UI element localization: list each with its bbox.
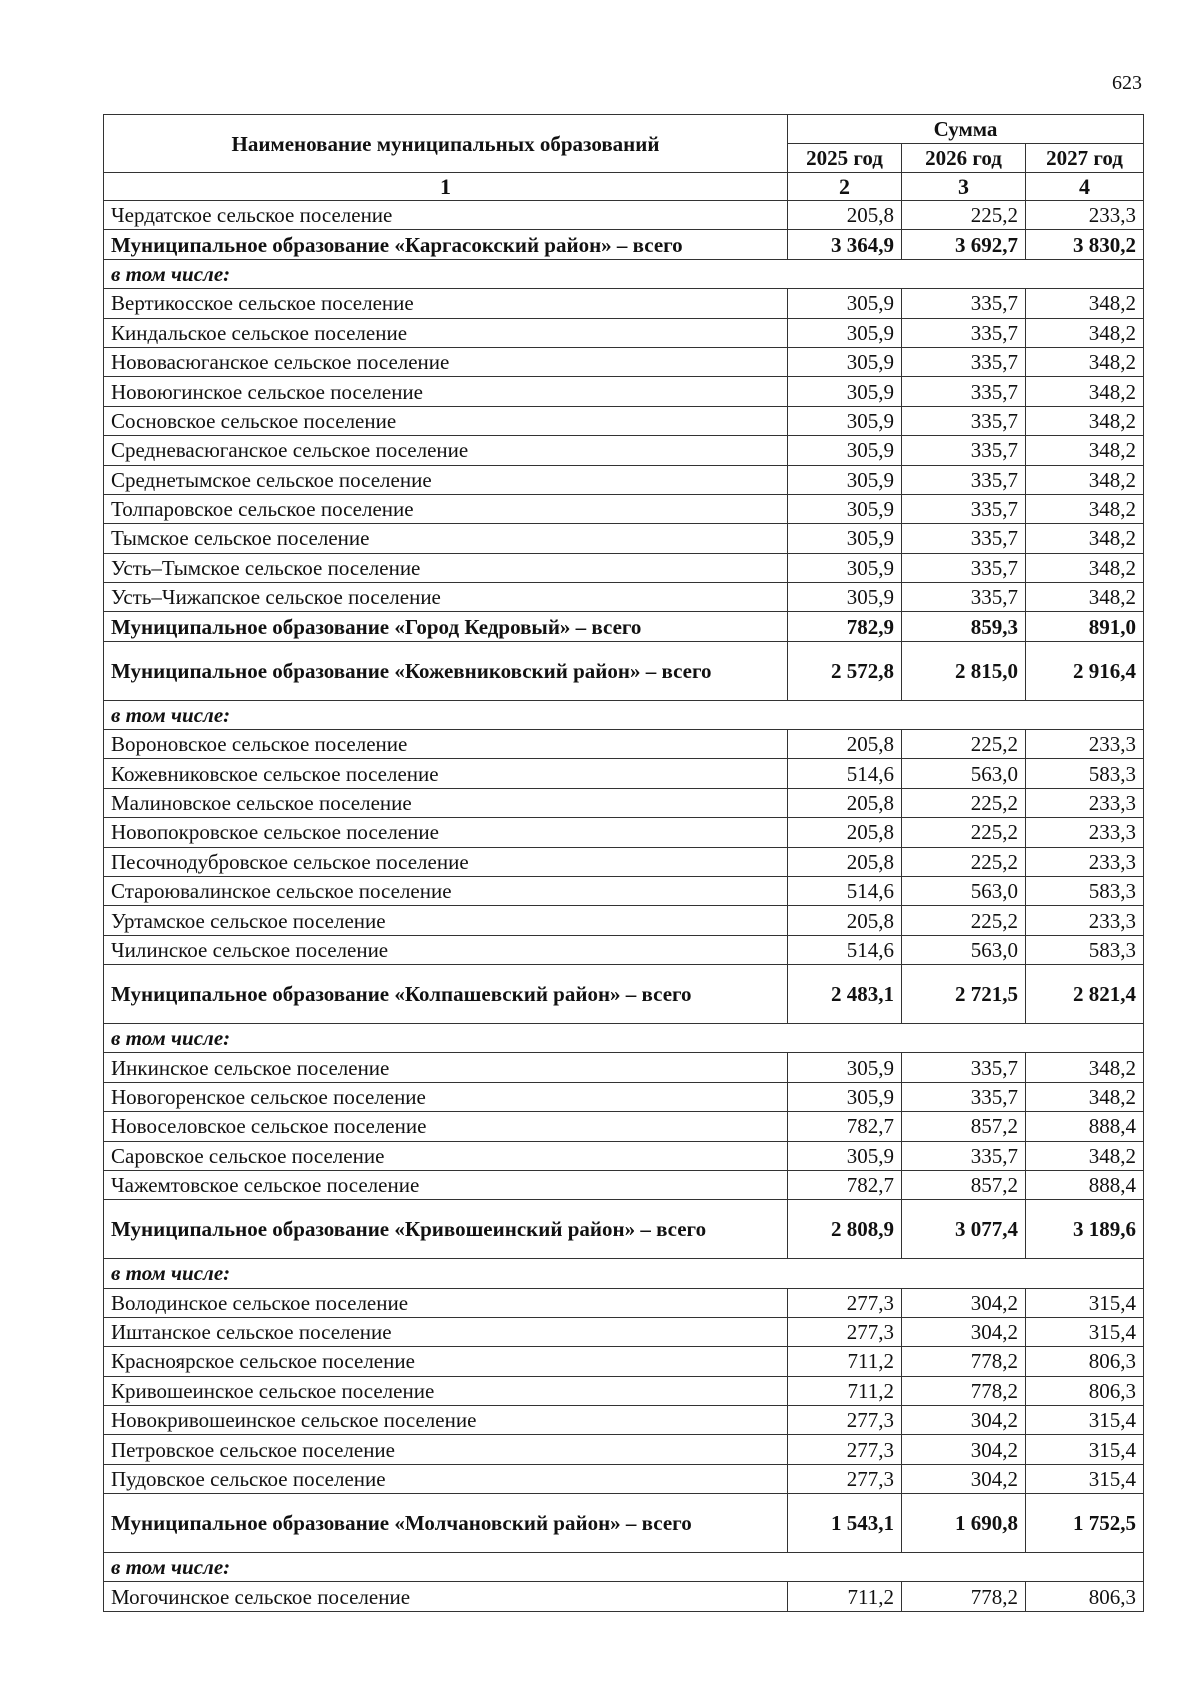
municipality-name: Усть–Чижапское сельское поселение bbox=[104, 583, 788, 612]
table-row bbox=[104, 465, 1144, 494]
municipality-name: Новоюгинское сельское поселение bbox=[104, 377, 788, 406]
amount-2025: 305,9 bbox=[788, 436, 902, 465]
amount-2026: 304,2 bbox=[902, 1435, 1026, 1464]
amount-2026: 335,7 bbox=[902, 289, 1026, 318]
amount-2025: 514,6 bbox=[788, 877, 902, 906]
amount-2027: 315,4 bbox=[1026, 1435, 1144, 1464]
amount-2026: 563,0 bbox=[902, 877, 1026, 906]
amount-2026: 335,7 bbox=[902, 553, 1026, 582]
municipality-name: Тымское сельское поселение bbox=[104, 524, 788, 553]
municipality-name: Новопокровское сельское поселение bbox=[104, 818, 788, 847]
column-number: 4 bbox=[1026, 173, 1144, 201]
amount-2026: 335,7 bbox=[902, 1082, 1026, 1111]
subheading-label: в том числе: bbox=[104, 1259, 1144, 1288]
amount-2025: 2 808,9 bbox=[788, 1200, 902, 1259]
amount-2026: 857,2 bbox=[902, 1170, 1026, 1199]
municipality-name: Толпаровское сельское поселение bbox=[104, 494, 788, 523]
table-row bbox=[104, 1288, 1144, 1317]
amount-2025: 205,8 bbox=[788, 818, 902, 847]
amount-2026: 335,7 bbox=[902, 1141, 1026, 1170]
amount-2025: 277,3 bbox=[788, 1435, 902, 1464]
municipality-name: Чердатское сельское поселение bbox=[104, 201, 788, 230]
amount-2026: 1 690,8 bbox=[902, 1494, 1026, 1553]
amount-2027: 348,2 bbox=[1026, 1141, 1144, 1170]
municipality-name: Муниципальное образование «Колпашевский район» – всего bbox=[104, 965, 788, 1024]
column-number: 2 bbox=[788, 173, 902, 201]
amount-2025: 711,2 bbox=[788, 1376, 902, 1405]
amount-2025: 205,8 bbox=[788, 201, 902, 230]
amount-2027: 348,2 bbox=[1026, 524, 1144, 553]
municipality-name: Инкинское сельское поселение bbox=[104, 1053, 788, 1082]
amount-2027: 888,4 bbox=[1026, 1112, 1144, 1141]
amount-2027: 806,3 bbox=[1026, 1347, 1144, 1376]
amount-2026: 225,2 bbox=[902, 818, 1026, 847]
total-row bbox=[104, 641, 1144, 700]
amount-2026: 304,2 bbox=[902, 1464, 1026, 1493]
municipality-name: Муниципальное образование «Каргасокский район» – всего bbox=[104, 230, 788, 259]
table-row bbox=[104, 1406, 1144, 1435]
amount-2027: 233,3 bbox=[1026, 788, 1144, 817]
amount-2025: 2 483,1 bbox=[788, 965, 902, 1024]
amount-2026: 225,2 bbox=[902, 847, 1026, 876]
amount-2025: 305,9 bbox=[788, 1053, 902, 1082]
municipality-name: Муниципальное образование «Кожевниковский район» – всего bbox=[104, 641, 788, 700]
amount-2026: 778,2 bbox=[902, 1347, 1026, 1376]
amount-2027: 2 916,4 bbox=[1026, 641, 1144, 700]
amount-2026: 225,2 bbox=[902, 201, 1026, 230]
table-row bbox=[104, 788, 1144, 817]
amount-2025: 305,9 bbox=[788, 465, 902, 494]
table-row bbox=[104, 347, 1144, 376]
municipality-name: Средневасюганское сельское поселение bbox=[104, 436, 788, 465]
municipality-name: Саровское сельское поселение bbox=[104, 1141, 788, 1170]
municipal-budget-table bbox=[103, 114, 1144, 1612]
amount-2027: 233,3 bbox=[1026, 730, 1144, 759]
amount-2026: 335,7 bbox=[902, 1053, 1026, 1082]
subheading-row bbox=[104, 1553, 1144, 1582]
amount-2025: 277,3 bbox=[788, 1288, 902, 1317]
amount-2027: 348,2 bbox=[1026, 583, 1144, 612]
column-header-2027: 2027 год bbox=[1026, 144, 1144, 173]
table-row bbox=[104, 1170, 1144, 1199]
amount-2025: 782,7 bbox=[788, 1170, 902, 1199]
municipality-name: Сосновское сельское поселение bbox=[104, 406, 788, 435]
amount-2025: 305,9 bbox=[788, 318, 902, 347]
municipality-name: Вороновское сельское поселение bbox=[104, 730, 788, 759]
amount-2027: 2 821,4 bbox=[1026, 965, 1144, 1024]
column-number-row bbox=[104, 173, 1144, 201]
amount-2026: 335,7 bbox=[902, 347, 1026, 376]
table-row bbox=[104, 759, 1144, 788]
amount-2025: 277,3 bbox=[788, 1406, 902, 1435]
table-row bbox=[104, 730, 1144, 759]
amount-2027: 315,4 bbox=[1026, 1464, 1144, 1493]
amount-2025: 277,3 bbox=[788, 1317, 902, 1346]
table-row bbox=[104, 935, 1144, 964]
amount-2026: 335,7 bbox=[902, 583, 1026, 612]
table-row bbox=[104, 1376, 1144, 1405]
amount-2027: 888,4 bbox=[1026, 1170, 1144, 1199]
municipality-name: Муниципальное образование «Молчановский район» – всего bbox=[104, 1494, 788, 1553]
amount-2026: 2 721,5 bbox=[902, 965, 1026, 1024]
total-row bbox=[104, 612, 1144, 641]
municipality-name: Муниципальное образование «Город Кедровый» – всего bbox=[104, 612, 788, 641]
amount-2025: 205,8 bbox=[788, 847, 902, 876]
subheading-row bbox=[104, 1259, 1144, 1288]
amount-2025: 205,8 bbox=[788, 906, 902, 935]
municipality-name: Могочинское сельское поселение bbox=[104, 1582, 788, 1611]
amount-2025: 205,8 bbox=[788, 730, 902, 759]
municipality-name: Нововасюганское сельское поселение bbox=[104, 347, 788, 376]
table-row bbox=[104, 1317, 1144, 1346]
amount-2026: 3 692,7 bbox=[902, 230, 1026, 259]
subheading-row bbox=[104, 1023, 1144, 1052]
amount-2026: 2 815,0 bbox=[902, 641, 1026, 700]
table-row bbox=[104, 1582, 1144, 1611]
municipality-name: Среднетымское сельское поселение bbox=[104, 465, 788, 494]
amount-2027: 806,3 bbox=[1026, 1582, 1144, 1611]
amount-2026: 335,7 bbox=[902, 318, 1026, 347]
amount-2027: 806,3 bbox=[1026, 1376, 1144, 1405]
amount-2025: 514,6 bbox=[788, 935, 902, 964]
amount-2025: 2 572,8 bbox=[788, 641, 902, 700]
total-row bbox=[104, 1494, 1144, 1553]
amount-2026: 563,0 bbox=[902, 935, 1026, 964]
amount-2027: 348,2 bbox=[1026, 347, 1144, 376]
amount-2027: 1 752,5 bbox=[1026, 1494, 1144, 1553]
amount-2027: 891,0 bbox=[1026, 612, 1144, 641]
amount-2027: 348,2 bbox=[1026, 494, 1144, 523]
municipality-name: Чажемтовское сельское поселение bbox=[104, 1170, 788, 1199]
table-row bbox=[104, 583, 1144, 612]
municipality-name: Киндальское сельское поселение bbox=[104, 318, 788, 347]
amount-2025: 305,9 bbox=[788, 289, 902, 318]
amount-2027: 233,3 bbox=[1026, 818, 1144, 847]
amount-2025: 305,9 bbox=[788, 1082, 902, 1111]
amount-2025: 1 543,1 bbox=[788, 1494, 902, 1553]
amount-2025: 205,8 bbox=[788, 788, 902, 817]
page-number: 623 bbox=[1112, 72, 1142, 94]
table-row bbox=[104, 1464, 1144, 1493]
amount-2026: 335,7 bbox=[902, 436, 1026, 465]
amount-2026: 857,2 bbox=[902, 1112, 1026, 1141]
municipality-name: Усть–Тымское сельское поселение bbox=[104, 553, 788, 582]
municipality-name: Муниципальное образование «Кривошеинский район» – всего bbox=[104, 1200, 788, 1259]
amount-2026: 225,2 bbox=[902, 788, 1026, 817]
amount-2025: 514,6 bbox=[788, 759, 902, 788]
total-row bbox=[104, 965, 1144, 1024]
municipality-name: Староювалинское сельское поселение bbox=[104, 877, 788, 906]
table-row bbox=[104, 524, 1144, 553]
municipality-name: Кривошеинское сельское поселение bbox=[104, 1376, 788, 1405]
amount-2025: 305,9 bbox=[788, 347, 902, 376]
table-row bbox=[104, 1435, 1144, 1464]
amount-2026: 304,2 bbox=[902, 1406, 1026, 1435]
amount-2026: 335,7 bbox=[902, 494, 1026, 523]
municipality-name: Володинское сельское поселение bbox=[104, 1288, 788, 1317]
municipality-name: Вертикосское сельское поселение bbox=[104, 289, 788, 318]
column-number: 1 bbox=[104, 173, 788, 201]
column-number: 3 bbox=[902, 173, 1026, 201]
total-row bbox=[104, 1200, 1144, 1259]
municipality-name: Уртамское сельское поселение bbox=[104, 906, 788, 935]
amount-2026: 225,2 bbox=[902, 730, 1026, 759]
amount-2027: 315,4 bbox=[1026, 1317, 1144, 1346]
amount-2027: 233,3 bbox=[1026, 201, 1144, 230]
amount-2027: 315,4 bbox=[1026, 1288, 1144, 1317]
amount-2025: 3 364,9 bbox=[788, 230, 902, 259]
amount-2027: 348,2 bbox=[1026, 436, 1144, 465]
amount-2026: 335,7 bbox=[902, 524, 1026, 553]
amount-2025: 305,9 bbox=[788, 524, 902, 553]
amount-2025: 305,9 bbox=[788, 406, 902, 435]
amount-2025: 305,9 bbox=[788, 1141, 902, 1170]
amount-2025: 305,9 bbox=[788, 553, 902, 582]
table-row bbox=[104, 553, 1144, 582]
table-row bbox=[104, 494, 1144, 523]
amount-2026: 859,3 bbox=[902, 612, 1026, 641]
table-row bbox=[104, 1141, 1144, 1170]
amount-2025: 711,2 bbox=[788, 1582, 902, 1611]
amount-2026: 778,2 bbox=[902, 1376, 1026, 1405]
amount-2027: 348,2 bbox=[1026, 377, 1144, 406]
municipality-name: Красноярское сельское поселение bbox=[104, 1347, 788, 1376]
column-header-2026: 2026 год bbox=[902, 144, 1026, 173]
amount-2026: 304,2 bbox=[902, 1317, 1026, 1346]
municipality-name: Чилинское сельское поселение bbox=[104, 935, 788, 964]
municipality-name: Иштанское сельское поселение bbox=[104, 1317, 788, 1346]
amount-2025: 305,9 bbox=[788, 494, 902, 523]
table-row bbox=[104, 1347, 1144, 1376]
amount-2027: 3 830,2 bbox=[1026, 230, 1144, 259]
amount-2027: 233,3 bbox=[1026, 906, 1144, 935]
column-header-name: Наименование муниципальных образований bbox=[104, 115, 788, 173]
amount-2025: 782,9 bbox=[788, 612, 902, 641]
amount-2025: 711,2 bbox=[788, 1347, 902, 1376]
table-body bbox=[104, 201, 1144, 1612]
subheading-label: в том числе: bbox=[104, 259, 1144, 288]
municipality-name: Кожевниковское сельское поселение bbox=[104, 759, 788, 788]
amount-2025: 305,9 bbox=[788, 377, 902, 406]
municipality-name: Пудовское сельское поселение bbox=[104, 1464, 788, 1493]
amount-2025: 305,9 bbox=[788, 583, 902, 612]
amount-2026: 335,7 bbox=[902, 406, 1026, 435]
total-row bbox=[104, 230, 1144, 259]
subheading-label: в том числе: bbox=[104, 700, 1144, 729]
amount-2027: 583,3 bbox=[1026, 759, 1144, 788]
municipality-name: Новоселовское сельское поселение bbox=[104, 1112, 788, 1141]
amount-2027: 3 189,6 bbox=[1026, 1200, 1144, 1259]
table-row bbox=[104, 1053, 1144, 1082]
amount-2025: 277,3 bbox=[788, 1464, 902, 1493]
amount-2027: 348,2 bbox=[1026, 318, 1144, 347]
amount-2026: 778,2 bbox=[902, 1582, 1026, 1611]
table-row bbox=[104, 818, 1144, 847]
table-row bbox=[104, 906, 1144, 935]
table-row bbox=[104, 436, 1144, 465]
table-row bbox=[104, 377, 1144, 406]
subheading-label: в том числе: bbox=[104, 1023, 1144, 1052]
amount-2027: 583,3 bbox=[1026, 877, 1144, 906]
amount-2026: 563,0 bbox=[902, 759, 1026, 788]
amount-2027: 315,4 bbox=[1026, 1406, 1144, 1435]
amount-2026: 304,2 bbox=[902, 1288, 1026, 1317]
amount-2027: 348,2 bbox=[1026, 1082, 1144, 1111]
municipality-name: Новокривошеинское сельское поселение bbox=[104, 1406, 788, 1435]
table-row bbox=[104, 1082, 1144, 1111]
amount-2026: 335,7 bbox=[902, 377, 1026, 406]
table-row bbox=[104, 877, 1144, 906]
table-row bbox=[104, 1112, 1144, 1141]
municipality-name: Новогоренское сельское поселение bbox=[104, 1082, 788, 1111]
table-row bbox=[104, 318, 1144, 347]
municipality-name: Песочнодубровское сельское поселение bbox=[104, 847, 788, 876]
column-header-2025: 2025 год bbox=[788, 144, 902, 173]
amount-2026: 225,2 bbox=[902, 906, 1026, 935]
subheading-label: в том числе: bbox=[104, 1553, 1144, 1582]
amount-2027: 233,3 bbox=[1026, 847, 1144, 876]
amount-2026: 3 077,4 bbox=[902, 1200, 1026, 1259]
subheading-row bbox=[104, 700, 1144, 729]
amount-2026: 335,7 bbox=[902, 465, 1026, 494]
amount-2027: 348,2 bbox=[1026, 1053, 1144, 1082]
municipality-name: Петровское сельское поселение bbox=[104, 1435, 788, 1464]
municipality-name: Малиновское сельское поселение bbox=[104, 788, 788, 817]
amount-2025: 782,7 bbox=[788, 1112, 902, 1141]
amount-2027: 348,2 bbox=[1026, 289, 1144, 318]
amount-2027: 348,2 bbox=[1026, 406, 1144, 435]
amount-2027: 348,2 bbox=[1026, 553, 1144, 582]
table-row bbox=[104, 847, 1144, 876]
amount-2027: 348,2 bbox=[1026, 465, 1144, 494]
table-row bbox=[104, 201, 1144, 230]
subheading-row bbox=[104, 259, 1144, 288]
table-row bbox=[104, 289, 1144, 318]
column-group-header-sum: Сумма bbox=[788, 115, 1144, 144]
amount-2027: 583,3 bbox=[1026, 935, 1144, 964]
table-row bbox=[104, 406, 1144, 435]
